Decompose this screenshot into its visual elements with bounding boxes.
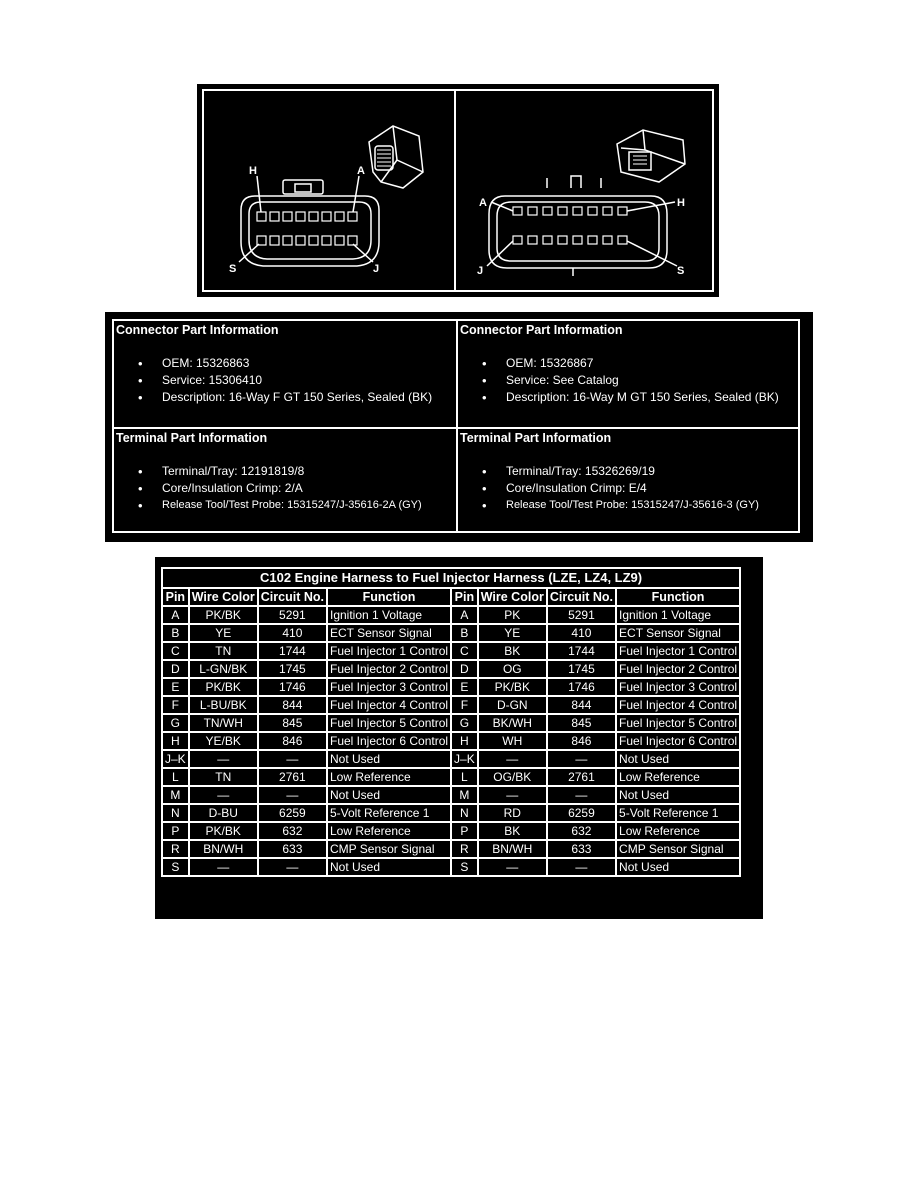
- table-cell: Ignition 1 Voltage: [616, 606, 740, 624]
- column-header: Pin: [451, 588, 478, 606]
- table-cell: 5291: [547, 606, 616, 624]
- table-cell: 845: [547, 714, 616, 732]
- table-cell: TN: [189, 642, 258, 660]
- pinout-table-title: C102 Engine Harness to Fuel Injector Harness (LZE, LZ4, LZ9): [162, 568, 740, 588]
- connector-info-left-heading: Connector Part Information: [116, 323, 279, 337]
- terminal-info-left-list: [114, 463, 422, 514]
- table-cell: F: [162, 696, 189, 714]
- list-item: • Terminal/Tray: 12191819/8: [114, 463, 422, 480]
- table-cell: B: [162, 624, 189, 642]
- table-row: [162, 642, 740, 660]
- table-cell: F: [451, 696, 478, 714]
- list-item: • Release Tool/Test Probe: 15315247/J-35616-3 (GY): [458, 497, 759, 514]
- table-cell: Low Reference: [327, 768, 451, 786]
- table-cell: P: [162, 822, 189, 840]
- table-row: [162, 678, 740, 696]
- male-connector-face: [487, 130, 685, 276]
- table-cell: 1744: [547, 642, 616, 660]
- table-row: [162, 750, 740, 768]
- table-cell: D: [451, 660, 478, 678]
- table-cell: YE/BK: [189, 732, 258, 750]
- list-item: • OEM: 15326867: [458, 355, 779, 372]
- table-cell: 1746: [258, 678, 327, 696]
- table-cell: Not Used: [327, 858, 451, 876]
- connector-info-right: [458, 321, 800, 427]
- table-cell: 632: [547, 822, 616, 840]
- table-cell: Not Used: [327, 750, 451, 768]
- table-cell: 6259: [547, 804, 616, 822]
- male-pin-label-top-right: H: [677, 197, 685, 209]
- table-cell: —: [258, 786, 327, 804]
- table-cell: Low Reference: [327, 822, 451, 840]
- table-cell: Fuel Injector 5 Control: [616, 714, 740, 732]
- table-cell: OG: [478, 660, 547, 678]
- table-cell: L: [162, 768, 189, 786]
- table-cell: 1746: [547, 678, 616, 696]
- table-row: [162, 714, 740, 732]
- table-cell: Fuel Injector 1 Control: [616, 642, 740, 660]
- table-cell: —: [189, 750, 258, 768]
- table-row: [162, 624, 740, 642]
- part-information-panel: [105, 312, 813, 542]
- table-cell: N: [162, 804, 189, 822]
- table-row: [162, 804, 740, 822]
- table-cell: TN: [189, 768, 258, 786]
- table-cell: BK: [478, 642, 547, 660]
- table-cell: D: [162, 660, 189, 678]
- table-cell: 5-Volt Reference 1: [327, 804, 451, 822]
- table-cell: 5-Volt Reference 1: [616, 804, 740, 822]
- table-cell: 1745: [258, 660, 327, 678]
- column-header: Pin: [162, 588, 189, 606]
- table-cell: —: [547, 750, 616, 768]
- table-row: [162, 606, 740, 624]
- table-row: [162, 858, 740, 876]
- table-cell: PK/BK: [189, 822, 258, 840]
- pinout-table: [161, 567, 741, 877]
- male-pin-label-top-left: A: [479, 197, 487, 209]
- table-cell: Not Used: [616, 786, 740, 804]
- table-cell: Ignition 1 Voltage: [327, 606, 451, 624]
- table-cell: Fuel Injector 4 Control: [327, 696, 451, 714]
- connector-face-diagram: [197, 84, 719, 297]
- table-cell: BN/WH: [189, 840, 258, 858]
- column-header: Circuit No.: [547, 588, 616, 606]
- table-row: [162, 696, 740, 714]
- list-item: • OEM: 15326863: [114, 355, 432, 372]
- table-cell: BN/WH: [478, 840, 547, 858]
- table-cell: CMP Sensor Signal: [616, 840, 740, 858]
- table-cell: Fuel Injector 1 Control: [327, 642, 451, 660]
- table-cell: YE: [189, 624, 258, 642]
- table-cell: Fuel Injector 6 Control: [327, 732, 451, 750]
- connector-info-left: [114, 321, 456, 427]
- table-cell: Fuel Injector 5 Control: [327, 714, 451, 732]
- table-cell: G: [162, 714, 189, 732]
- table-row: [162, 822, 740, 840]
- table-cell: L: [451, 768, 478, 786]
- connector-info-left-list: [114, 355, 432, 406]
- table-cell: Fuel Injector 4 Control: [616, 696, 740, 714]
- table-cell: 410: [547, 624, 616, 642]
- table-cell: 1745: [547, 660, 616, 678]
- table-cell: YE: [478, 624, 547, 642]
- table-cell: D-BU: [189, 804, 258, 822]
- table-cell: 2761: [258, 768, 327, 786]
- table-cell: J–K: [162, 750, 189, 768]
- table-cell: L-GN/BK: [189, 660, 258, 678]
- table-cell: —: [189, 786, 258, 804]
- table-cell: D-GN: [478, 696, 547, 714]
- table-cell: —: [547, 858, 616, 876]
- male-pin-label-bottom-right: S: [677, 265, 685, 277]
- table-cell: 846: [258, 732, 327, 750]
- table-cell: —: [189, 858, 258, 876]
- column-header: Wire Color: [478, 588, 547, 606]
- table-cell: 844: [547, 696, 616, 714]
- table-cell: C: [451, 642, 478, 660]
- table-cell: 410: [258, 624, 327, 642]
- table-cell: R: [451, 840, 478, 858]
- table-cell: —: [258, 750, 327, 768]
- table-cell: BK: [478, 822, 547, 840]
- table-cell: 6259: [258, 804, 327, 822]
- table-cell: S: [162, 858, 189, 876]
- table-cell: R: [162, 840, 189, 858]
- table-cell: L-BU/BK: [189, 696, 258, 714]
- female-connector-3d-icon: [369, 126, 423, 188]
- table-cell: —: [478, 858, 547, 876]
- list-item: • Service: See Catalog: [458, 372, 779, 389]
- list-item: • Description: 16-Way M GT 150 Series, Sealed (BK): [458, 389, 779, 406]
- table-cell: 5291: [258, 606, 327, 624]
- table-cell: TN/WH: [189, 714, 258, 732]
- table-cell: 845: [258, 714, 327, 732]
- table-row: [162, 732, 740, 750]
- connector-info-right-heading: Connector Part Information: [460, 323, 623, 337]
- table-row: [162, 786, 740, 804]
- table-cell: 633: [547, 840, 616, 858]
- list-item: • Description: 16-Way F GT 150 Series, Sealed (BK): [114, 389, 432, 406]
- table-cell: 633: [258, 840, 327, 858]
- table-cell: J–K: [451, 750, 478, 768]
- table-row: [162, 660, 740, 678]
- terminal-info-right: [458, 429, 800, 531]
- list-item: • Core/Insulation Crimp: E/4: [458, 480, 759, 497]
- table-cell: C: [162, 642, 189, 660]
- list-item: • Core/Insulation Crimp: 2/A: [114, 480, 422, 497]
- column-header: Circuit No.: [258, 588, 327, 606]
- table-cell: Not Used: [327, 786, 451, 804]
- table-cell: Not Used: [616, 750, 740, 768]
- table-cell: G: [451, 714, 478, 732]
- table-cell: CMP Sensor Signal: [327, 840, 451, 858]
- female-pin-label-top-left: H: [249, 165, 257, 177]
- table-cell: M: [162, 786, 189, 804]
- table-cell: PK/BK: [189, 678, 258, 696]
- table-cell: —: [478, 750, 547, 768]
- table-cell: M: [451, 786, 478, 804]
- table-cell: P: [451, 822, 478, 840]
- table-cell: H: [451, 732, 478, 750]
- female-connector-face: [239, 126, 423, 266]
- table-cell: PK/BK: [478, 678, 547, 696]
- table-cell: Fuel Injector 2 Control: [327, 660, 451, 678]
- male-connector-3d-icon: [617, 130, 685, 182]
- table-row: [162, 840, 740, 858]
- female-pin-label-bottom-left: S: [229, 263, 237, 275]
- column-header: Wire Color: [189, 588, 258, 606]
- part-information-grid: [112, 319, 800, 533]
- terminal-info-right-heading: Terminal Part Information: [460, 431, 612, 445]
- connector-info-right-list: [458, 355, 779, 406]
- column-header: Function: [327, 588, 451, 606]
- table-cell: 846: [547, 732, 616, 750]
- table-cell: ECT Sensor Signal: [616, 624, 740, 642]
- table-cell: Fuel Injector 2 Control: [616, 660, 740, 678]
- table-cell: Fuel Injector 3 Control: [616, 678, 740, 696]
- table-cell: —: [478, 786, 547, 804]
- table-cell: 844: [258, 696, 327, 714]
- table-cell: S: [451, 858, 478, 876]
- table-cell: Low Reference: [616, 768, 740, 786]
- table-row: [162, 768, 740, 786]
- pinout-table-header: [162, 588, 740, 606]
- male-pin-label-bottom-left: J: [477, 265, 484, 277]
- table-cell: WH: [478, 732, 547, 750]
- table-cell: E: [162, 678, 189, 696]
- pinout-table-body: [162, 606, 740, 876]
- list-item: • Release Tool/Test Probe: 15315247/J-35616-2A (GY): [114, 497, 422, 514]
- terminal-info-left: [114, 429, 456, 531]
- table-cell: Not Used: [616, 858, 740, 876]
- table-cell: PK/BK: [189, 606, 258, 624]
- table-cell: 1744: [258, 642, 327, 660]
- table-cell: A: [451, 606, 478, 624]
- table-cell: Fuel Injector 6 Control: [616, 732, 740, 750]
- table-cell: PK: [478, 606, 547, 624]
- table-cell: E: [451, 678, 478, 696]
- table-cell: N: [451, 804, 478, 822]
- table-cell: ECT Sensor Signal: [327, 624, 451, 642]
- terminal-info-left-heading: Terminal Part Information: [116, 431, 268, 445]
- female-pin-label-bottom-right: J: [373, 263, 380, 275]
- list-item: • Terminal/Tray: 15326269/19: [458, 463, 759, 480]
- female-pin-label-top-right: A: [357, 165, 365, 177]
- table-cell: A: [162, 606, 189, 624]
- list-item: • Service: 15306410: [114, 372, 432, 389]
- table-cell: 632: [258, 822, 327, 840]
- table-cell: BK/WH: [478, 714, 547, 732]
- connector-face-views: [197, 84, 719, 297]
- column-header: Function: [616, 588, 740, 606]
- table-cell: H: [162, 732, 189, 750]
- table-cell: Low Reference: [616, 822, 740, 840]
- table-cell: OG/BK: [478, 768, 547, 786]
- table-cell: Fuel Injector 3 Control: [327, 678, 451, 696]
- table-cell: 2761: [547, 768, 616, 786]
- table-cell: —: [258, 858, 327, 876]
- terminal-info-right-list: [458, 463, 759, 514]
- table-cell: —: [547, 786, 616, 804]
- table-cell: RD: [478, 804, 547, 822]
- pinout-table-panel: [155, 557, 763, 919]
- table-cell: B: [451, 624, 478, 642]
